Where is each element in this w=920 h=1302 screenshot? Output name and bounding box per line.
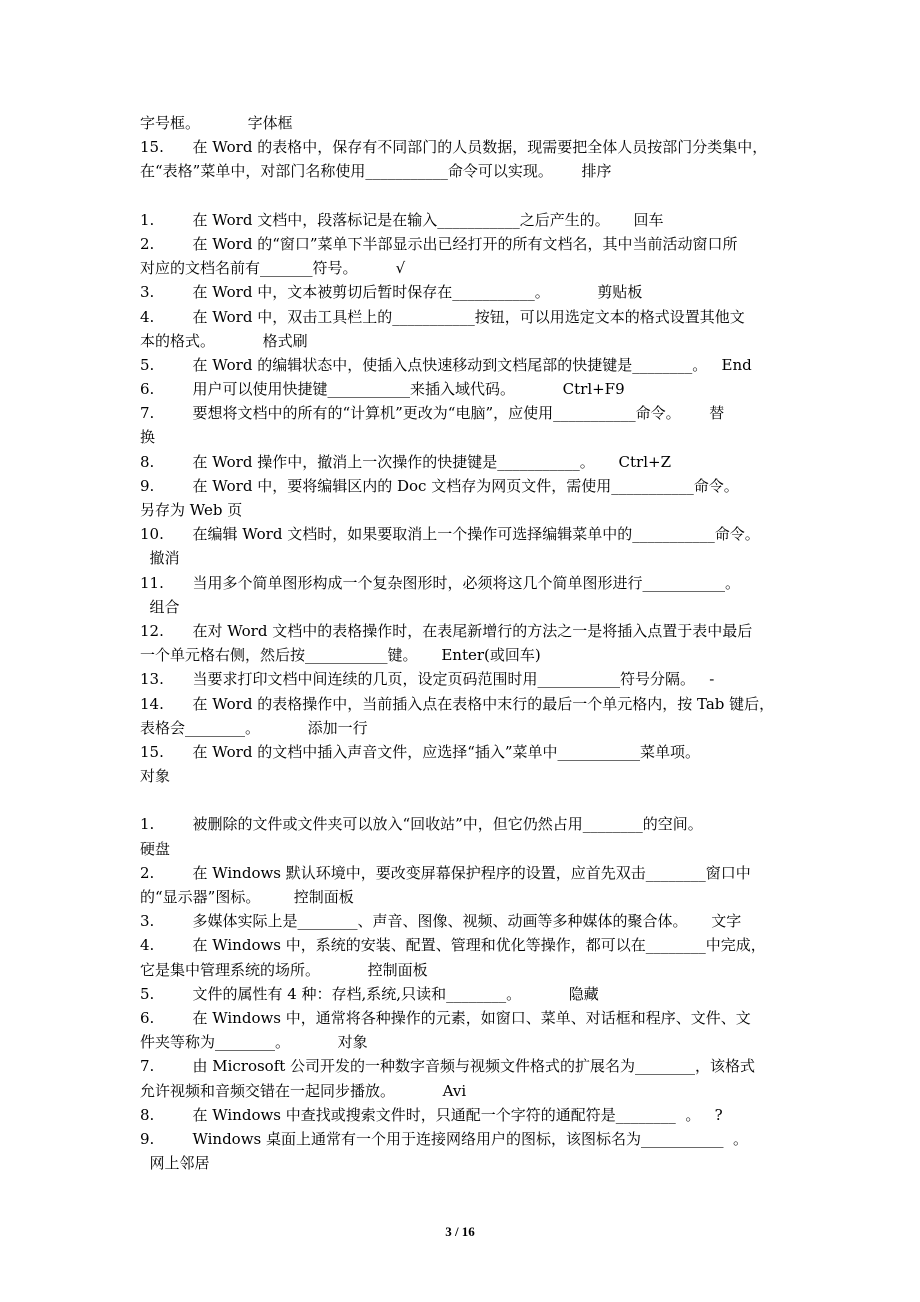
- text-line: 对象: [140, 767, 171, 786]
- text-line: 字号框。 字体框: [140, 114, 293, 132]
- text-line: 11. 当用多个简单图形构成一个复杂图形时，必须将这几个简单图形进行___________。: [140, 573, 740, 592]
- text-line: 件夹等称为________。 对象: [140, 1033, 368, 1052]
- section-gap: [140, 788, 785, 812]
- text-line: 撤消: [140, 549, 180, 568]
- text-line: 15. 在 Word 的表格中，保存有不同部门的人员数据，现需要把全体人员按部门分类集中，: [140, 138, 768, 157]
- text-line: 本的格式。 格式刷: [140, 331, 308, 350]
- text-line: 6. 在 Windows 中，通常将各种操作的元素，如窗口、菜单、对话框和程序、文件、文: [140, 1008, 751, 1027]
- text-line: 组合: [140, 597, 180, 616]
- text-line: 4. 在 Windows 中，系统的安装、配置、管理和优化等操作，都可以在________中完成，: [140, 936, 766, 955]
- text-line: 的“显示器”图标。 控制面板: [140, 888, 354, 906]
- text-line: 4. 在 Word 中，双击工具栏上的___________按钮，可以用选定文本的格式设置其他文: [140, 307, 745, 326]
- text-line: 网上邻居: [140, 1154, 210, 1173]
- document-body: [140, 111, 785, 1175]
- text-line: 换: [140, 428, 156, 447]
- text-line: 硬盘: [140, 839, 171, 858]
- text-line: 6. 用户可以使用快捷键___________来插入域代码。 Ctrl+F9: [140, 380, 625, 399]
- page-number: 3 / 16: [445, 1224, 475, 1239]
- text-line: 13. 当要求打印文档中间连续的几页，设定页码范围时用___________符号分隔。 -: [140, 670, 715, 689]
- text-line: 3. 多媒体实际上是________、声音、图像、视频、动画等多种媒体的聚合体。 文字: [140, 912, 742, 931]
- section-gap: [140, 184, 785, 208]
- text-line: 5. 文件的属性有 4 种：存档,系统,只读和________。 隐藏: [140, 984, 599, 1003]
- text-line: 8. 在 Word 操作中，撤消上一次操作的快捷键是___________。 Ctrl+Z: [140, 452, 672, 471]
- text-line: 10. 在编辑 Word 文档时，如果要取消上一个操作可选择编辑菜单中的___________命令。: [140, 525, 760, 544]
- text-line: 5. 在 Word 的编辑状态中，使插入点快速移动到文档尾部的快捷键是________。 End: [140, 355, 752, 374]
- text-line: 9. Windows 桌面上通常有一个用于连接网络用户的图标，该图标名为___________ 。: [140, 1129, 749, 1148]
- text-line: 表格会________。 添加一行: [140, 718, 368, 737]
- text-line: 2. 在 Windows 默认环境中，要改变屏幕保护程序的设置，应首先双击________窗口中: [140, 863, 751, 882]
- text-line: 允许视频和音频交错在一起同步播放。 Avi: [140, 1081, 467, 1100]
- text-line: 8. 在 Windows 中查找或搜索文件时，只通配一个字符的通配符是________ 。 ?: [140, 1105, 723, 1124]
- text-line: 15. 在 Word 的文档中插入声音文件，应选择“插入”菜单中___________菜单项。: [140, 742, 701, 761]
- text-line: 9. 在 Word 中，要将编辑区内的 Doc 文档存为网页文件，需使用___________命令。: [140, 476, 739, 495]
- text-line: 在“表格”菜单中，对部门名称使用___________命令可以实现。 排序: [140, 162, 612, 181]
- text-line: 3. 在 Word 中，文本被剪切后暂时保存在___________。 剪贴板: [140, 283, 643, 302]
- text-line: 对应的文档名前有_______符号。 √: [140, 259, 406, 278]
- text-line: 1. 被删除的文件或文件夹可以放入“回收站”中，但它仍然占用________的空间。: [140, 815, 703, 834]
- text-line: 另存为 Web 页: [140, 501, 243, 519]
- text-line: 7. 要想将文档中的所有的“计算机”更改为“电脑”，应使用___________命令。 替: [140, 404, 725, 423]
- text-line: 一个单元格右侧，然后按___________键。 Enter(或回车): [140, 646, 541, 665]
- text-line: 14. 在 Word 的表格操作中，当前插入点在表格中末行的最后一个单元格内，按 Tab 键后，: [140, 694, 775, 713]
- text-line: 2. 在 Word 的“窗口”菜单下半部显示出已经打开的所有文档名，其中当前活动窗口所: [140, 234, 738, 253]
- text-line: 7. 由 Microsoft 公司开发的一种数字音频与视频文件格式的扩展名为________，该格式: [140, 1057, 756, 1076]
- text-line: 1. 在 Word 文档中，段落标记是在输入___________之后产生的。 回车: [140, 210, 664, 229]
- text-line: 12. 在对 Word 文档中的表格操作时，在表尾新增行的方法之一是将插入点置于表中最后: [140, 621, 753, 640]
- text-line: 它是集中管理系统的场所。 控制面板: [140, 960, 428, 979]
